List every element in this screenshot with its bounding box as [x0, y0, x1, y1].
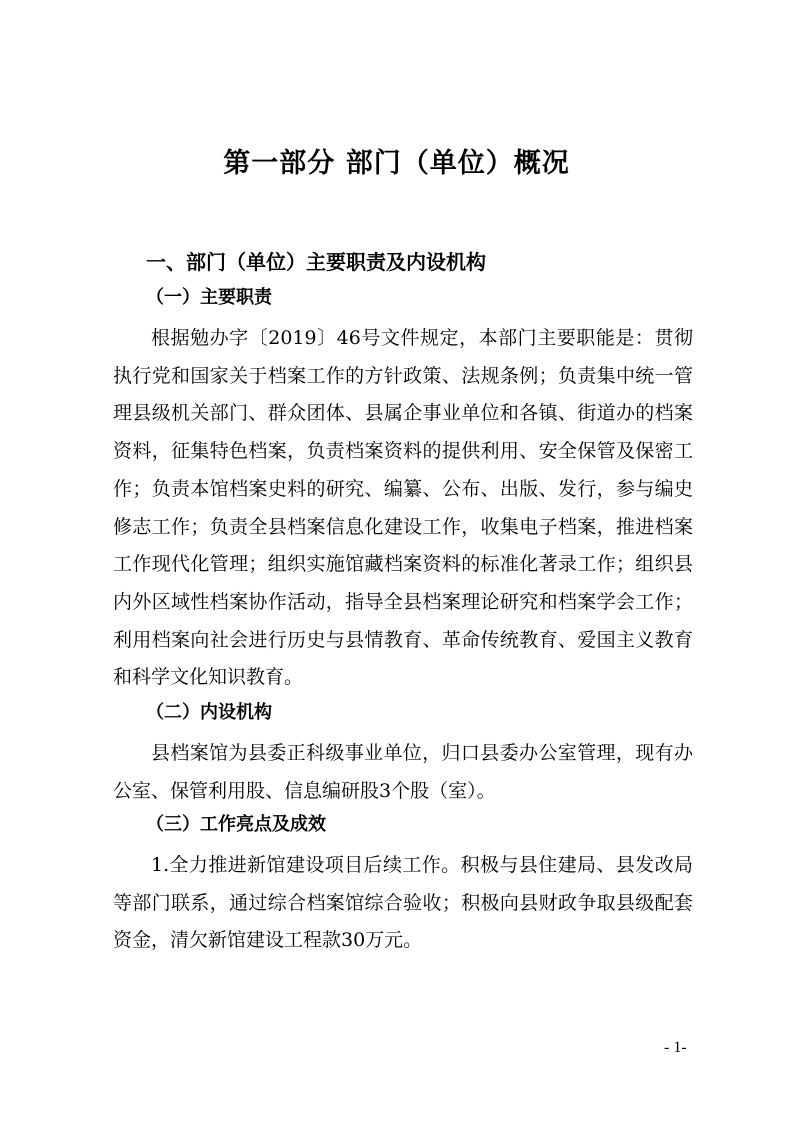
- page-number: - 1-: [664, 1039, 687, 1056]
- subheading-highlights: （三）工作亮点及成效: [146, 814, 326, 835]
- section-heading-duties-and-structure: 一、部门（单位）主要职责及内设机构: [146, 250, 486, 274]
- subheading-main-duties: （一）主要职责: [146, 287, 272, 308]
- paragraph-highlights: 1.全力推进新馆建设项目后续工作。积极与县住建局、县发改局等部门联系，通过综合档案馆综合验收；积极向县财政争取县级配套资金，清欠新馆建设工程款30万元。: [113, 854, 693, 952]
- paragraph-main-duties: 根据勉办字〔2019〕46号文件规定，本部门主要职能是：贯彻执行党和国家关于档案工作的方针政策、法规条例；负责集中统一管理县级机关部门、群众团体、县属企事业单位和各镇、街道办的档案资料，征集特色档案，负责档案资料的提供利用、安全保管及保密工作；负责本馆档案史料的研究、编纂、公布、出版、发行，参与编史修志工作；负责全县档案信息化建设工作，收集电子档案，推进档案工作现代化管理；组织实施馆藏档案资料的标准化著录工作；组织县内外区域性档案协作活动，指导全县档案理论研究和档案学会工作；利用档案向社会进行历史与县情教育、革命传统教育、爱国主义教育和科学文化知识教育。: [113, 327, 693, 689]
- subheading-internal-structure: （二）内设机构: [146, 702, 272, 723]
- page-title: 第一部分 部门（单位）概况: [223, 148, 570, 179]
- paragraph-internal-structure: 县档案馆为县委正科级事业单位，归口县委办公室管理，现有办公室、保管利用股、信息编研股3个股（室）。: [113, 742, 693, 802]
